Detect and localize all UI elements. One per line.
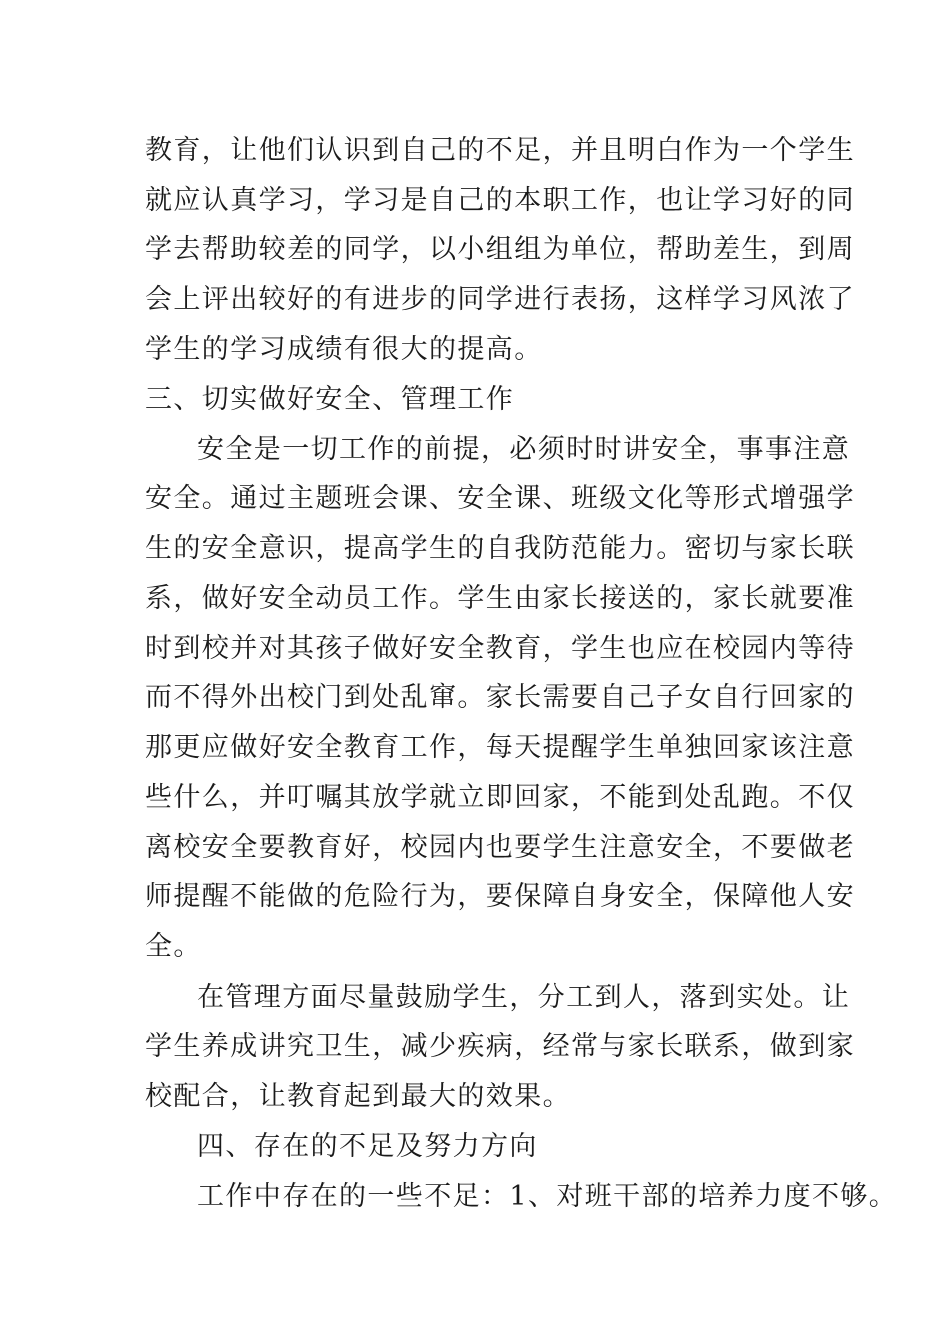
text-line: 学生的学习成绩有很大的提高。 xyxy=(145,334,543,365)
text-line: 就应认真学习，学习是自己的本职工作，也让学习好的同 xyxy=(145,185,855,216)
text-line: 全。 xyxy=(145,931,202,962)
text-line: 学去帮助较差的同学，以小组组为单位，帮助差生，到周 xyxy=(145,234,855,265)
text-line: 而不得外出校门到处乱窜。家长需要自己子女自行回家的 xyxy=(145,682,855,713)
paragraph-start: 安全是一切工作的前提，必须时时讲安全，事事注意 xyxy=(197,434,851,465)
text-line: 教育，让他们认识到自己的不足，并且明白作为一个学生 xyxy=(145,135,855,166)
text-line: 安全。通过主题班会课、安全课、班级文化等形式增强学 xyxy=(145,483,855,514)
text-line: 学生养成讲究卫生，减少疾病，经常与家长联系，做到家 xyxy=(145,1031,855,1062)
section-heading: 三、切实做好安全、管理工作 xyxy=(145,384,515,415)
text-line: 离校安全要教育好，校园内也要学生注意安全，不要做老 xyxy=(145,832,855,863)
text-line: 师提醒不能做的危险行为，要保障自身安全，保障他人安 xyxy=(145,881,855,912)
text-line: 些什么，并叮嘱其放学就立即回家，不能到处乱跑。不仅 xyxy=(145,782,855,813)
text-line: 那更应做好安全教育工作，每天提醒学生单独回家该注意 xyxy=(145,732,855,763)
section-heading: 四、存在的不足及努力方向 xyxy=(197,1131,538,1162)
paragraph-start: 工作中存在的一些不足：1、对班干部的培养力度不够。 xyxy=(197,1181,898,1212)
text-line: 会上评出较好的有进步的同学进行表扬，这样学习风浓了 xyxy=(145,284,855,315)
text-line: 系，做好安全动员工作。学生由家长接送的，家长就要准 xyxy=(145,583,855,614)
text-line: 校配合，让教育起到最大的效果。 xyxy=(145,1081,571,1112)
text-line: 时到校并对其孩子做好安全教育，学生也应在校园内等待 xyxy=(145,633,855,664)
paragraph-start: 在管理方面尽量鼓励学生，分工到人，落到实处。让 xyxy=(197,982,851,1013)
text-line: 生的安全意识，提高学生的自我防范能力。密切与家长联 xyxy=(145,533,855,564)
